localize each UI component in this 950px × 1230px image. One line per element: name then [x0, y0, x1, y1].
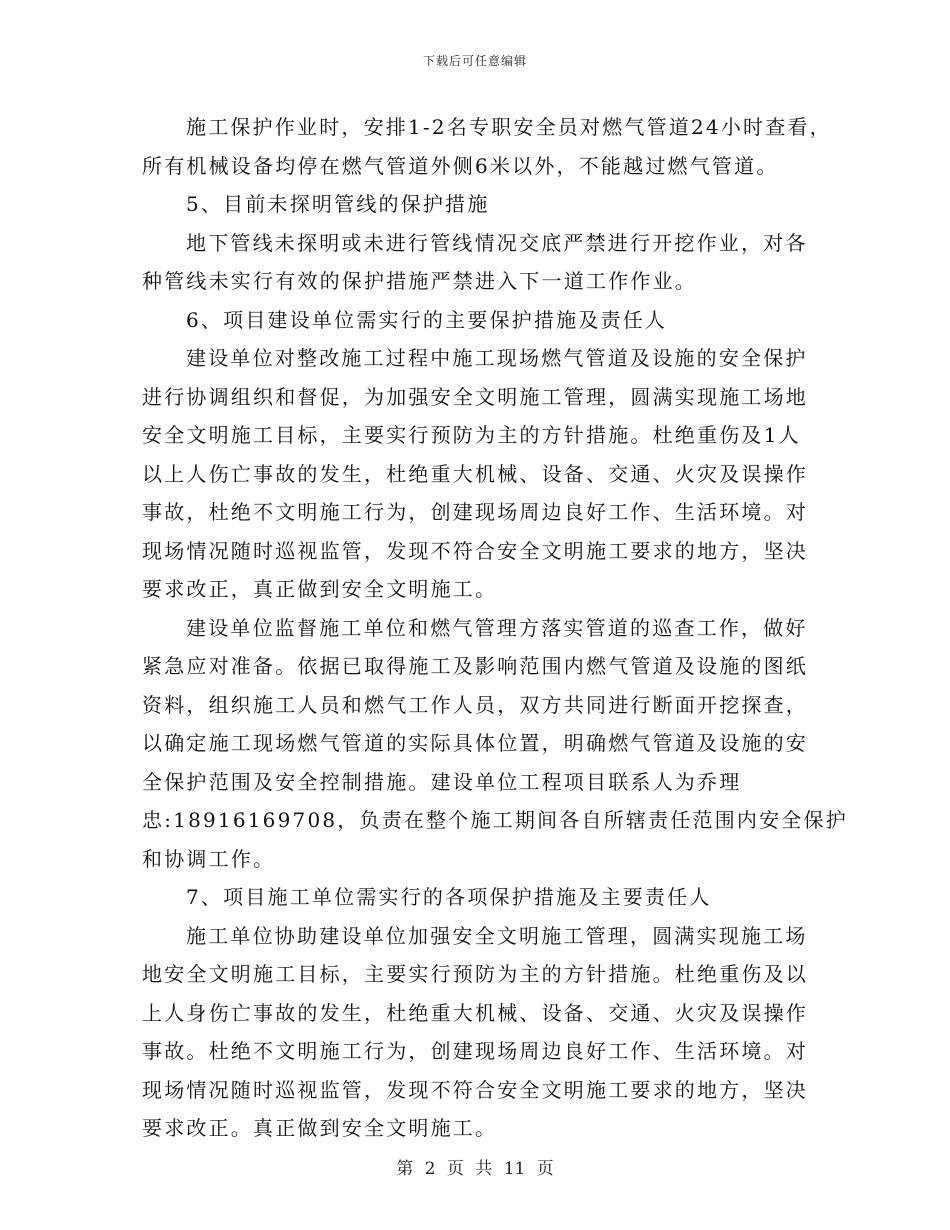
text-line: 建设单位对整改施工过程中施工现场燃气管道及设施的安全保护	[186, 346, 808, 370]
text-line: 地安全文明施工目标，主要实行预防为主的方针措施。杜绝重伤及以	[142, 962, 808, 986]
text-line: 进行协调组织和督促，为加强安全文明施工管理，圆满实现施工场地	[142, 384, 808, 409]
text-line: 7、项目施工单位需实行的各项保护措施及主要责任人	[186, 885, 712, 909]
text-line: 6、项目建设单位需实行的主要保护措施及责任人	[186, 307, 668, 332]
text-line: 全保护范围及安全控制措施。建设单位工程项目联系人为乔理	[142, 769, 742, 794]
text-line: 忠:18916169708，负责在整个施工期间各自所辖责任范围内安全保护	[142, 808, 848, 832]
text-line: 所有机械设备均停在燃气管道外侧6米以外，不能越过燃气管道。	[142, 153, 779, 178]
page-number-footer: 第 2 页 共 11 页	[396, 1159, 554, 1179]
text-line: 安全文明施工目标，主要实行预防为主的方针措施。杜绝重伤及1人	[142, 423, 801, 447]
text-line: 施工单位协助建设单位加强安全文明施工管理，圆满实现施工场	[186, 923, 808, 948]
text-line: 要求改正，真正做到安全文明施工。	[142, 577, 498, 601]
text-line: 建设单位监督施工单位和燃气管理方落实管道的巡查工作，做好	[186, 615, 808, 640]
text-line: 资料，组织施工人员和燃气工作人员，双方共同进行断面开挖探查，	[142, 692, 808, 717]
text-line: 事故。杜绝不文明施工行为，创建现场周边良好工作、生活环境。对	[142, 1039, 808, 1063]
text-line: 和协调工作。	[142, 846, 276, 871]
header-note: 下载后可任意编辑	[422, 54, 527, 68]
text-line: 现场情况随时巡视监管，发现不符合安全文明施工要求的地方，坚决	[142, 538, 808, 563]
text-line: 以上人伤亡事故的发生，杜绝重大机械、设备、交通、火灾及误操作	[142, 461, 808, 486]
text-line: 事故，杜绝不文明施工行为，创建现场周边良好工作、生活环境。对	[142, 500, 808, 524]
document-body	[142, 108, 848, 1148]
text-line: 地下管线未探明或未进行管线情况交底严禁进行开挖作业，对各	[186, 230, 808, 255]
text-line: 现场情况随时巡视监管，发现不符合安全文明施工要求的地方，坚决	[142, 1077, 808, 1102]
text-line: 紧急应对准备。依据已取得施工及影响范围内燃气管道及设施的图纸	[142, 654, 808, 678]
text-line: 种管线未实行有效的保护措施严禁进入下一道工作作业。	[142, 269, 697, 293]
text-line: 施工保护作业时，安排1-2名专职安全员对燃气管道24小时查看，	[186, 115, 832, 139]
text-line: 要求改正。真正做到安全文明施工。	[142, 1116, 498, 1140]
text-line: 5、目前未探明管线的保护措施	[186, 192, 490, 216]
text-line: 上人身伤亡事故的发生，杜绝重大机械、设备、交通、火灾及误操作	[142, 1000, 808, 1025]
text-line: 以确定施工现场燃气管道的实际具体位置，明确燃气管道及设施的安	[142, 731, 808, 755]
